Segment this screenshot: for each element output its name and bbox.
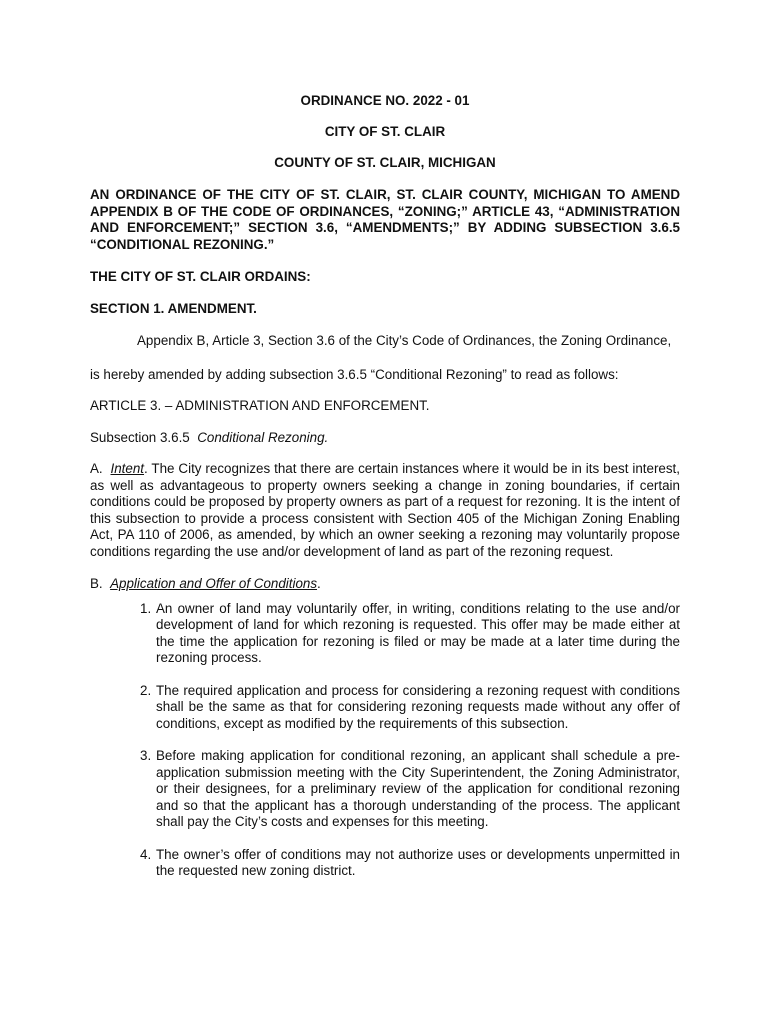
application-suffix: . <box>317 576 321 592</box>
list-item <box>140 748 680 831</box>
county-heading: COUNTY OF ST. CLAIR, MICHIGAN <box>274 155 496 170</box>
list-item <box>140 846 680 880</box>
list-item-number: 1. <box>140 600 152 616</box>
intent-paragraph <box>90 461 680 560</box>
list-item-text: The owner’s offer of conditions may not authorize uses or developments unpermitted in the requested new zoning district. <box>156 846 680 879</box>
subsection-heading <box>90 430 680 447</box>
list-item-number: 3. <box>140 748 152 764</box>
city-heading: CITY OF ST. CLAIR <box>324 124 446 139</box>
amendment-paragraph-line-1: Appendix B, Article 3, Section 3.6 of the City’s Code of Ordinances, the Zoning Ordinance, <box>137 333 672 349</box>
document-page <box>90 93 680 896</box>
intent-label: Intent <box>110 461 145 477</box>
subsection-title: Conditional Rezoning. <box>197 429 329 445</box>
list-item-number: 4. <box>140 846 152 862</box>
list-item-text: Before making application for conditional rezoning, an applicant shall schedule a pre-application submission meeting with the City Superintendent, the Zoning Administrator, or their designees, for a preliminary review of the application for conditional rezoning and so that the applicant has a thorough understanding of the process. The applicant shall pay the City’s costs and expenses for this meeting. <box>156 748 680 830</box>
ordinance-title: AN ORDINANCE OF THE CITY OF ST. CLAIR, ST. CLAIR COUNTY, MICHIGAN TO AMEND APPENDIX B OF THE CODE OF ORDINANCES, “ZONING;” ARTICLE 43, “ADMINISTRATION AND ENFORCEMENT;” SECTION 3.6, “AMENDMENTS;” BY ADDING SUBSECTION 3.6.5 “CONDITIONAL REZONING.” <box>90 187 680 252</box>
subsection-label: Subsection 3.6.5 <box>90 429 190 445</box>
intent-letter: A. <box>90 461 103 477</box>
conditions-list <box>90 601 680 880</box>
list-item <box>140 600 680 667</box>
application-heading <box>90 576 680 593</box>
section-1-heading: SECTION 1. AMENDMENT. <box>90 301 257 317</box>
list-item <box>140 682 680 733</box>
list-item-text: The required application and process for considering a rezoning request with conditions shall be the same as that for considering rezoning requests made without any offer of conditions, except as modified by the requirements of this subsection. <box>156 682 680 731</box>
list-item-text: An owner of land may voluntarily offer, in writing, conditions relating to the use and/or development of land for which rezoning is requested. This offer may be made either at the time the application for rezoning is filed or may be made at a later time during the rezoning process. <box>156 600 680 666</box>
application-letter: B. <box>90 576 103 592</box>
list-item-number: 2. <box>140 682 152 698</box>
article-heading: ARTICLE 3. – ADMINISTRATION AND ENFORCEMENT. <box>90 398 430 414</box>
ordinance-number: ORDINANCE NO. 2022 - 01 <box>300 93 470 108</box>
intent-text: . The City recognizes that there are certain instances where it would be in its best interest, as well as advantageous to property owners seeking a change in zoning boundaries, if certain conditions could be proposed by property owners as part of a request for rezoning. It is the intent of this subsection to provide a process consistent with Section 405 of the Michigan Zoning Enabling Act, PA 110 of 2006, as amended, by which an owner seeking a rezoning may voluntarily propose conditions regarding the use and/or development of land as part of the rezoning request. <box>90 461 680 559</box>
amendment-paragraph-line-2: is hereby amended by adding subsection 3.6.5 “Conditional Rezoning” to read as follows: <box>90 366 619 382</box>
application-label: Application and Offer of Conditions <box>110 576 318 592</box>
ordains-heading: THE CITY OF ST. CLAIR ORDAINS: <box>90 269 311 285</box>
